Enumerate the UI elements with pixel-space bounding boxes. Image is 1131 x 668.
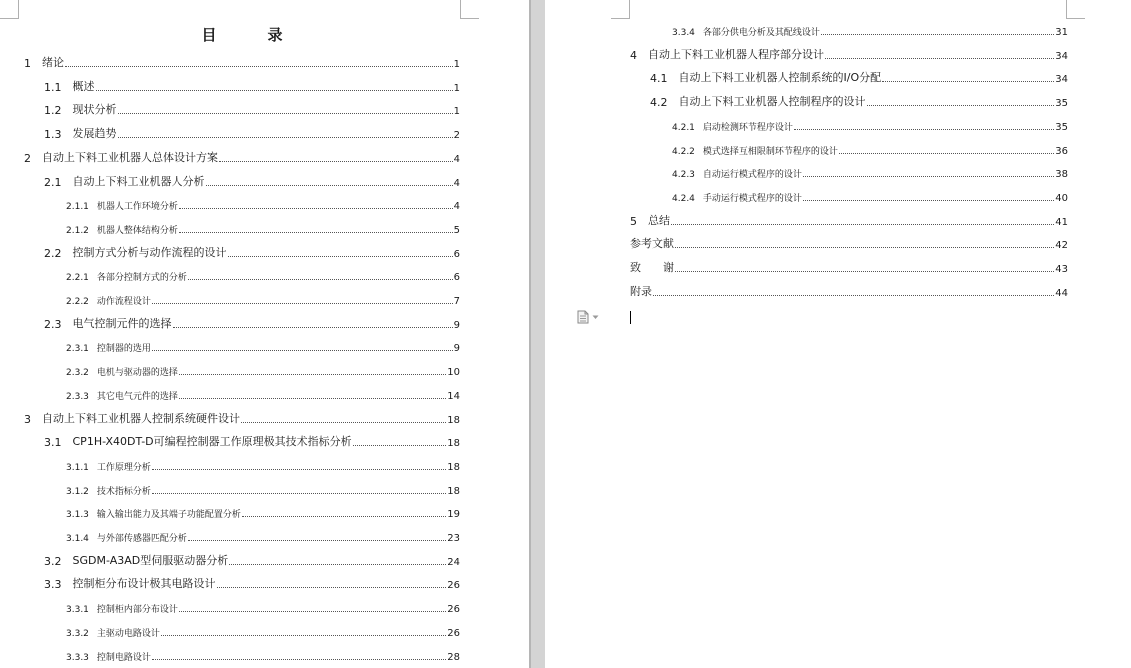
toc-entry[interactable] (44, 552, 460, 568)
toc-entry[interactable] (24, 149, 460, 165)
toc-entry-title: CP1H-X40DT-D可编程控制器工作原理极其技术指标分析 (72, 435, 352, 449)
toc-entry-page-number: 1 (453, 82, 460, 94)
toc-dot-leader (242, 515, 446, 517)
toc-entry-number: 1 (24, 57, 31, 70)
toc-entry[interactable] (66, 599, 460, 615)
toc-dot-leader (188, 278, 453, 280)
toc-entry-page-number: 10 (447, 367, 460, 379)
toc-dot-leader (65, 65, 453, 67)
toc-dot-leader (867, 104, 1055, 106)
toc-entry[interactable] (44, 173, 460, 189)
toc-dot-leader (803, 199, 1054, 201)
toc-entry-page-number: 6 (453, 248, 460, 260)
toc-dot-leader (179, 397, 446, 399)
toc-dot-leader (229, 563, 446, 565)
toc-entry-page-number: 24 (447, 556, 460, 568)
toc-dot-leader (839, 152, 1054, 154)
toc-entry-title: 各部分供电分析及其配线设计 (702, 28, 820, 38)
toc-dot-leader (206, 184, 453, 186)
toc-entry[interactable] (630, 235, 1068, 251)
toc-entry-title: 动作流程设计 (96, 297, 151, 307)
toc-entry-title: 自动上下料工业机器人分析 (72, 174, 205, 188)
toc-entry-number: 2.2.1 (66, 273, 89, 284)
toc-dot-leader (173, 326, 453, 328)
toc-entry-page-number: 42 (1055, 240, 1068, 252)
toc-entry[interactable] (66, 220, 460, 236)
toc-dot-leader (353, 444, 447, 446)
toc-entry-page-number: 31 (1055, 27, 1068, 38)
toc-entry-page-number: 35 (1055, 98, 1068, 110)
toc-entry[interactable] (650, 69, 1068, 85)
toc-entry-title: 输入输出能力及其端子功能配置分析 (96, 510, 241, 521)
toc-dot-leader (152, 492, 446, 494)
toc-entry-page-number: 41 (1055, 216, 1068, 228)
toc-dot-leader (152, 349, 453, 351)
toc-entry[interactable] (66, 504, 460, 520)
toc-entry-number: 3.3 (44, 578, 62, 592)
toc-entry-page-number: 9 (453, 343, 460, 355)
toc-dot-leader (179, 610, 446, 612)
toc-entry-number: 1.1 (44, 80, 62, 94)
toc-entry-title: 工作原理分析 (96, 462, 151, 473)
toc-entry-title: 各部分控制方式的分析 (96, 273, 187, 284)
toc-entry-number: 3.3.4 (672, 28, 695, 38)
toc-dot-leader (179, 231, 453, 233)
toc-entry-number: 4.1 (650, 72, 668, 86)
chevron-down-icon (592, 315, 599, 320)
toc-entry-page-number: 19 (447, 509, 460, 521)
toc-entry[interactable] (66, 528, 460, 544)
document-page-right (545, 0, 1131, 668)
toc-entry[interactable] (630, 259, 1068, 275)
toc-entry-number: 3.3.3 (66, 652, 89, 663)
toc-dot-leader (882, 80, 1054, 82)
toc-entry[interactable] (44, 125, 460, 141)
toc-entry-title: 控制电路设计 (96, 652, 151, 663)
toc-entry-page-number: 23 (447, 533, 460, 544)
toc-entry-title: 手动运行模式程序的设计 (702, 193, 802, 204)
toc-entry-page-number: 44 (1055, 287, 1068, 299)
toc-dot-leader (161, 634, 446, 636)
toc-entry-title: 技术指标分析 (96, 486, 151, 497)
page-gutter (531, 0, 545, 668)
toc-entry-number: 2 (24, 151, 31, 165)
toc-entry-number: 5 (630, 214, 637, 228)
toc-dot-leader (675, 270, 1054, 272)
toc-entry-page-number: 35 (1055, 121, 1068, 133)
toc-entry[interactable] (24, 410, 460, 426)
toc-entry[interactable] (44, 433, 460, 449)
toc-entry-page-number: 5 (453, 224, 460, 236)
toc-entry-title: 附录 (630, 284, 652, 298)
toc-entry-number: 3.2 (44, 554, 62, 568)
toc-entry-number: 4.2.4 (672, 193, 695, 204)
toc-dot-leader (671, 223, 1054, 225)
toc-entry[interactable] (66, 196, 460, 212)
toc-entry-title: 控制器的选用 (96, 344, 151, 355)
toc-entry-page-number: 4 (453, 177, 460, 189)
toc-entry-page-number: 4 (453, 201, 460, 213)
toc-entry-title: 启动检测环节程序设计 (702, 122, 793, 133)
toc-entry-number: 2.3.3 (66, 391, 89, 402)
toc-entry-number: 2.2 (44, 246, 62, 260)
toc-entry-title: 现状分析 (72, 103, 117, 117)
toc-entry-page-number: 40 (1055, 192, 1068, 204)
toc-entry[interactable] (66, 338, 460, 354)
toc-entry[interactable] (44, 575, 460, 591)
toc-entry-number: 2.3.2 (66, 368, 89, 379)
toc-entry[interactable] (66, 362, 460, 378)
toc-entry-number: 1.2 (44, 104, 62, 118)
toc-entry-page-number: 18 (447, 414, 460, 426)
toc-entry-title: 模式选择互相限制环节程序的设计 (702, 146, 838, 157)
toc-entry-title: 致 谢 (630, 261, 674, 274)
toc-dot-leader (118, 112, 453, 114)
toc-entry-number: 2.1.1 (66, 202, 89, 213)
toc-dot-leader (217, 586, 447, 588)
toc-dot-leader (152, 302, 453, 304)
toc-entry[interactable] (650, 93, 1068, 109)
toc-title: 目 录 (201, 26, 301, 44)
toc-entry-number: 2.1.2 (66, 225, 89, 236)
crop-mark-top-right (1066, 0, 1085, 19)
toc-entry-page-number: 36 (1055, 145, 1068, 157)
toc-entry-title: 主驱动电路设计 (96, 628, 160, 639)
paste-options-button[interactable] (577, 310, 607, 324)
toc-dot-leader (821, 33, 1054, 35)
toc-entry-title: 机器人工作环境分析 (96, 202, 178, 213)
toc-entry[interactable] (672, 117, 1068, 133)
toc-entry-page-number: 18 (447, 485, 460, 497)
toc-entry-number: 4.2.1 (672, 122, 695, 133)
toc-entry-page-number: 9 (453, 319, 460, 331)
toc-entry-title: 与外部传感器匹配分析 (96, 534, 187, 544)
crop-mark-top-left (0, 0, 19, 19)
toc-entry-title: 机器人整体结构分析 (96, 225, 178, 236)
toc-entry-title: 自动上下料工业机器人控制程序的设计 (678, 95, 866, 109)
toc-entry[interactable] (66, 267, 460, 283)
toc-dot-leader (152, 468, 446, 470)
toc-entry-number: 2.2.2 (66, 297, 89, 307)
toc-entry-title: 控制柜分布设计极其电路设计 (72, 577, 216, 591)
toc-entry[interactable] (672, 188, 1068, 204)
toc-entry-number: 2.3.1 (66, 344, 89, 355)
toc-entry-number: 3.1.4 (66, 534, 89, 544)
toc-entry-page-number: 34 (1055, 74, 1068, 86)
toc-entry-page-number: 1 (453, 106, 460, 118)
toc-entry[interactable] (630, 46, 1068, 62)
toc-entry[interactable] (44, 101, 460, 117)
toc-dot-leader (825, 57, 1054, 59)
toc-entry-title: 控制柜内部分布设计 (96, 605, 178, 616)
toc-dot-leader (152, 658, 446, 660)
toc-entry-title: 电机与驱动器的选择 (96, 368, 178, 379)
toc-entry[interactable] (44, 315, 460, 331)
toc-dot-leader (96, 89, 453, 91)
document-paste-icon (577, 310, 589, 324)
toc-entry[interactable] (24, 54, 460, 70)
toc-entry-number: 2.3 (44, 317, 62, 331)
toc-dot-leader (179, 207, 453, 209)
toc-entry-page-number: 18 (447, 461, 460, 473)
toc-entry[interactable] (44, 78, 460, 94)
toc-entry[interactable] (630, 283, 1068, 299)
toc-entry-title: 发展趋势 (72, 127, 117, 141)
toc-entry-page-number: 18 (447, 438, 460, 450)
toc-entry-title: 控制方式分析与动作流程的设计 (72, 245, 227, 259)
toc-entry-title: 自动上下料工业机器人控制系统硬件设计 (42, 411, 240, 425)
toc-entry-number: 3.1 (44, 436, 62, 450)
text-cursor (630, 311, 631, 324)
toc-entry-title: 其它电气元件的选择 (96, 391, 178, 402)
toc-entry[interactable] (44, 244, 460, 260)
toc-entry-title: 电气控制元件的选择 (72, 316, 172, 330)
toc-entry[interactable] (66, 647, 460, 663)
toc-dot-leader (803, 175, 1054, 177)
toc-entry-title: 总结 (648, 213, 670, 227)
toc-entry-number: 3.3.1 (66, 605, 89, 616)
toc-entry-page-number: 2 (453, 130, 460, 142)
toc-entry-number: 1.3 (44, 128, 62, 142)
document-page-left (0, 0, 531, 668)
toc-entry[interactable] (66, 481, 460, 497)
toc-entry-page-number: 26 (447, 627, 460, 639)
toc-entry-number: 3.1.3 (66, 510, 89, 521)
toc-entry-page-number: 1 (453, 59, 460, 70)
toc-entry[interactable] (672, 22, 1068, 38)
toc-entry-title: 自动上下料工业机器人总体设计方案 (42, 150, 218, 164)
toc-entry-title: 自动上下料工业机器人程序部分设计 (648, 47, 824, 61)
toc-entry-page-number: 14 (447, 390, 460, 402)
toc-entry-number: 4.2.3 (672, 170, 695, 181)
toc-dot-leader (794, 128, 1054, 130)
toc-entry-page-number: 38 (1055, 169, 1068, 181)
toc-entry-page-number: 4 (453, 153, 460, 165)
toc-entry-number: 3.3.2 (66, 628, 89, 639)
toc-entry-number: 4.2.2 (672, 146, 695, 157)
toc-entry-number: 4 (630, 48, 637, 62)
toc-entry-page-number: 7 (453, 296, 460, 307)
toc-dot-leader (188, 539, 446, 541)
toc-entry-number: 3.1.2 (66, 486, 89, 497)
toc-entry-page-number: 26 (447, 580, 460, 592)
toc-entry-number: 4.2 (650, 96, 668, 110)
toc-entry[interactable] (66, 623, 460, 639)
toc-entry[interactable] (672, 141, 1068, 157)
toc-dot-leader (241, 421, 446, 423)
toc-entry-title: 参考文献 (630, 237, 674, 251)
crop-mark-top-left (611, 0, 630, 19)
toc-entry-page-number: 28 (447, 651, 460, 663)
toc-entry-title: 概述 (72, 79, 95, 93)
toc-dot-leader (219, 160, 453, 162)
toc-entry-page-number: 26 (447, 604, 460, 616)
crop-mark-top-right (460, 0, 479, 19)
toc-dot-leader (653, 294, 1054, 296)
toc-dot-leader (675, 246, 1054, 248)
toc-entry-page-number: 34 (1055, 50, 1068, 62)
toc-dot-leader (228, 255, 453, 257)
toc-entry-number: 3 (24, 412, 31, 426)
toc-entry[interactable] (66, 386, 460, 402)
toc-entry-number: 3.1.1 (66, 462, 89, 473)
toc-entry[interactable] (630, 212, 1068, 228)
toc-entry-page-number: 6 (453, 272, 460, 284)
toc-entry[interactable] (66, 457, 460, 473)
toc-dot-leader (179, 373, 446, 375)
toc-entry-title: 自动运行模式程序的设计 (702, 170, 802, 181)
toc-entry-title: 自动上下料工业机器人控制系统的I/O分配 (678, 71, 882, 85)
toc-dot-leader (118, 136, 453, 138)
toc-entry-title: 绪论 (42, 56, 64, 69)
toc-entry-title: SGDM-A3AD型伺服驱动器分析 (72, 553, 229, 567)
toc-entry-page-number: 43 (1055, 264, 1068, 275)
toc-entry[interactable] (672, 164, 1068, 180)
toc-entry-number: 2.1 (44, 175, 62, 189)
toc-entry[interactable] (66, 291, 460, 307)
